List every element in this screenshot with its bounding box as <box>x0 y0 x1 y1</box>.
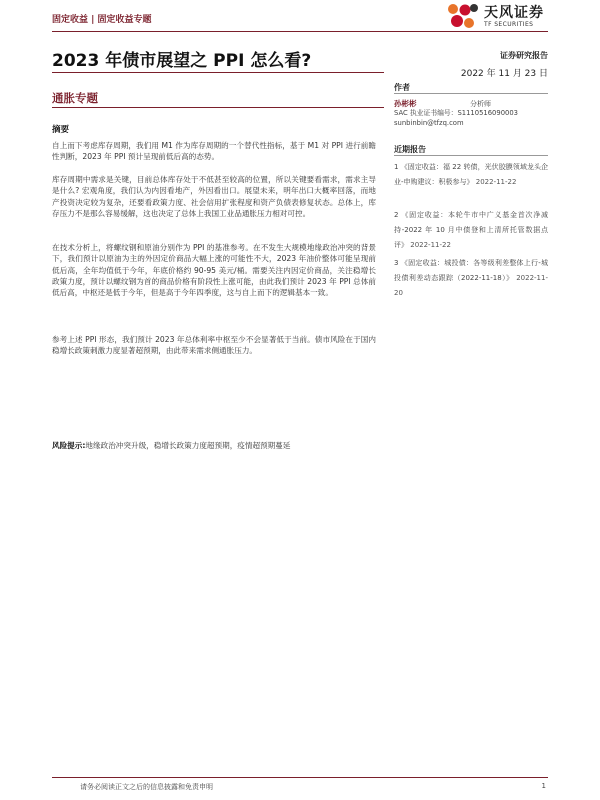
breadcrumb: 固定收益 | 固定收益专题 <box>52 15 152 25</box>
logo-name-cn: 天风证券 <box>484 5 544 21</box>
recent-report-item[interactable] <box>394 208 548 253</box>
abstract-paragraph-2: 库存周期中需求是关键，目前总体库存处于不低甚至较高的位置，所以关键要看需求，需求主导是什么? 宏观角度，我们认为内因看地产，外因看出口。展望未来，明年出口大概率回落，而地产投资决定较为复杂，还要看政策力度、社会信用扩张程度和资产负债表修复状态。总体上，库存压力不是那么容易缓解，这也决定了总体上我国工业品通胀压力相对可控。 <box>52 175 376 218</box>
tf-securities-logo-icon <box>444 3 480 31</box>
report-date: 2022 年 11 月 23 日 <box>460 69 548 79</box>
recent-report-date: 2022-11-22 <box>410 241 451 249</box>
abstract-paragraph-1: 自上而下考虑库存周期，我们用 M1 作为库存周期的一个替代性指标，基于 M1 对 PPI 进行前瞻性判断，2023 年 PPI 预计呈现前低后高的态势。 <box>52 141 376 162</box>
risk-warning <box>52 440 376 451</box>
author-name: 孙彬彬 <box>394 99 417 108</box>
footer-divider <box>52 777 548 778</box>
author-label: 作者 <box>394 83 410 92</box>
report-subtitle: 通胀专题 <box>52 91 98 105</box>
risk-label: 风险提示: <box>52 441 86 450</box>
recent-report-item[interactable] <box>394 256 548 301</box>
subtitle-divider <box>52 107 384 108</box>
author-email[interactable]: sunbinbin@tfzq.com <box>394 119 464 127</box>
abstract-paragraph-4: 参考上述 PPI 形态，我们预计 2023 年总体利率中枢至少不会显著低于当前。债市风险在于国内稳增长政策刺激力度显著超预期，由此带来需求侧通胀压力。 <box>52 335 376 356</box>
title-divider <box>52 72 384 73</box>
recent-report-title: 1 《固定收益：福 22 转债，光伏胶膜领域龙头企业-申购建议：积极参与》 <box>394 163 548 186</box>
abstract-label: 摘要 <box>52 125 70 135</box>
author-license: SAC 执业证书编号：S1110516090003 <box>394 109 518 117</box>
author-divider <box>394 93 548 94</box>
recent-reports-label: 近期报告 <box>394 145 426 154</box>
risk-text: 地缘政治冲突升级，稳增长政策力度超预期，疫情超预期蔓延 <box>85 441 291 450</box>
page-number: 1 <box>541 782 546 790</box>
header-divider <box>52 31 548 32</box>
footer-disclaimer: 请务必阅读正文之后的信息披露和免责申明 <box>80 783 213 791</box>
recent-report-title: 2 《固定收益：本轮牛市中广义基金首次净减持-2022 年 10 月中债登和上清所托管数据点评》 <box>394 211 548 249</box>
report-type: 证券研究报告 <box>500 51 548 60</box>
recent-report-date: 2022-11-20 <box>394 274 548 297</box>
report-title: 2023 年债市展望之 PPI 怎么看? <box>52 51 312 71</box>
recent-divider <box>394 155 548 156</box>
recent-report-item[interactable] <box>394 160 548 190</box>
logo-name-en: TF SECURITIES <box>484 21 534 28</box>
recent-report-title: 3 《固定收益：城投债：各等级利差整体上行-城投债利差动态跟踪（2022-11-18）》 <box>394 259 548 282</box>
recent-report-date: 2022-11-22 <box>475 178 517 186</box>
abstract-paragraph-3: 在技术分析上，将螺纹钢和原油分别作为 PPI 的基准参考。在不发生大规模地缘政治冲突的背景下，我们预计以原油为主的外因定价商品大幅上涨的可能性不大，2023 年油价整体可能呈现前低后高，全年均值低于今年，年底价格约 90-95 美元/桶。需要关注内因定价商品，关注稳增长政策力度，预计以螺纹钢为首的商品价格有阶段性上涨可能，由此我们预计 2023 年 PPI 总体前低后高，中枢还是低于今年，但是高于今年四季度，这与自上而下的逻辑基本一致。 <box>52 243 376 298</box>
author-role: 分析师 <box>470 100 491 108</box>
